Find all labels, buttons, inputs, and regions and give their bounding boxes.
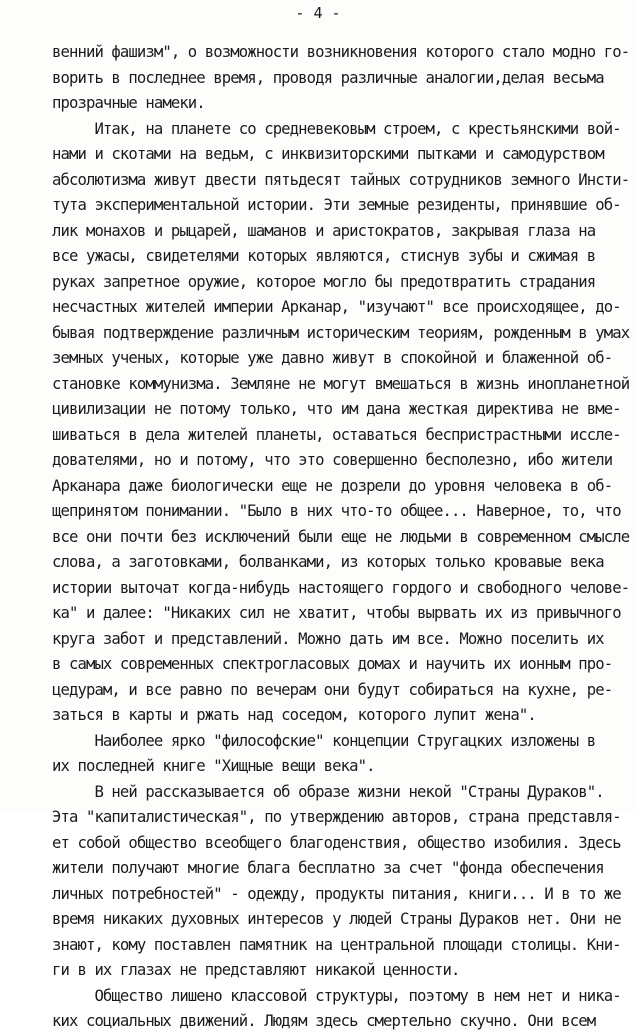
text-line: бывая подтверждение различным историческим теориям, рожденным в умах: [52, 323, 630, 342]
text-line: ет собой общество всеобщего благоденствия, общество изобилия. Здесь: [52, 833, 621, 852]
text-line: руках запретное оружие, которое могло бы предотвратить страдания: [52, 272, 596, 291]
body-text: [52, 40, 632, 1035]
page-number: - 4 -: [295, 4, 341, 22]
text-line: Итак, на планете со средневековым строем, с крестьянскими вой-: [52, 119, 621, 138]
text-line: земных ученых, которые уже давно живут в спокойной и блаженной об-: [52, 349, 613, 367]
text-line: Наиболее ярко "философские" концепции Стругацких изложены в: [52, 731, 596, 750]
text-line: личных потребностей" - одежду, продукты питания, книги... И в то же: [52, 884, 621, 903]
text-line: слова, а заготовками, болванками, из которых только кровавые века: [52, 553, 604, 571]
text-line: все они почти без исключений были еще не людьми в современном смысле: [52, 527, 630, 546]
text-line: все ужасы, свидетелями которых являются, стиснув зубы и сжимая в: [52, 247, 596, 265]
text-line: цедурам, и все равно по вечерам они будут собираться на кухне, ре-: [52, 680, 613, 699]
text-line: заться в карты и ржать над соседом, которого лупит жена".: [52, 706, 536, 724]
text-line: цивилизации не потому только, что им дана жесткая директива не вме-: [52, 400, 621, 418]
text-line: дователями, но и потому, что это совершенно бесполезно, ибо жители: [52, 451, 613, 469]
text-line: жители получают многие блага бесплатно за счет "фонда обеспечения: [52, 859, 604, 877]
text-line: Арканара даже биологически еще не дозрели до уровня человека в об-: [52, 476, 613, 495]
text-line: абсолютизма живут двести пятьдесят тайных сотрудников земного Инсти-: [52, 170, 630, 189]
text-line: ких социальных движений. Людям здесь смертельно скучно. Они всем: [52, 1012, 596, 1030]
text-line: время никаких духовных интересов у людей Страны Дураков нет. Они не: [52, 910, 621, 928]
text-line: шиваться в дела жителей планеты, оставаться беспристрастными иссле-: [52, 425, 621, 444]
text-line: ворить в последнее время, проводя различные аналогии,делая весьма: [52, 68, 604, 87]
text-line: несчастных жителей империи Арканар, "изучают" все происходящее, до-: [52, 298, 621, 316]
text-line: лик монахов и рыцарей, шаманов и аристократов, закрывая глаза на: [52, 221, 596, 240]
text-line: круга забот и представлений. Можно дать им все. Можно поселить их: [52, 629, 604, 648]
text-line: прозрачные намеки.: [52, 94, 205, 112]
text-line: становке коммунизма. Земляне не могут вмешаться в жизнь инопланетной: [52, 374, 630, 393]
text-line: знают, кому поставлен памятник на центральной площади столицы. Кни-: [52, 935, 621, 954]
text-line: их последней книге "Хищные вещи века".: [52, 757, 375, 775]
text-line: в самых современных спектрогласовых домах и научить их ионным про-: [52, 655, 613, 673]
text-line: В ней рассказывается об образе жизни некой "Страны Дураков".: [52, 782, 604, 801]
text-line: истории выточат когда-нибудь настоящего гордого и свободного челове-: [52, 578, 630, 597]
text-line: Общество лишено классовой структуры, поэтому в нем нет и ника-: [52, 986, 621, 1005]
text-line: нами и скотами на ведьм, с инквизиторскими пытками и самодурством: [52, 145, 604, 163]
text-line: ги в их глазах не представляют никакой ценности.: [52, 961, 460, 979]
text-line: щепринятом понимании. "Было в них что-то общее... Наверное, то, что: [52, 502, 621, 520]
text-line: Эта "капиталистическая", по утверждению авторов, страна представля-: [52, 808, 621, 826]
text-line: ка" и далее: "Никаких сил не хватит, чтобы вырвать их из привычного: [52, 604, 621, 622]
text-line: венний фашизм", о возможности возникновения которого стало модно го-: [52, 43, 630, 61]
text-line: тута экспериментальной истории. Эти земные резиденты, принявшие об-: [52, 196, 621, 214]
